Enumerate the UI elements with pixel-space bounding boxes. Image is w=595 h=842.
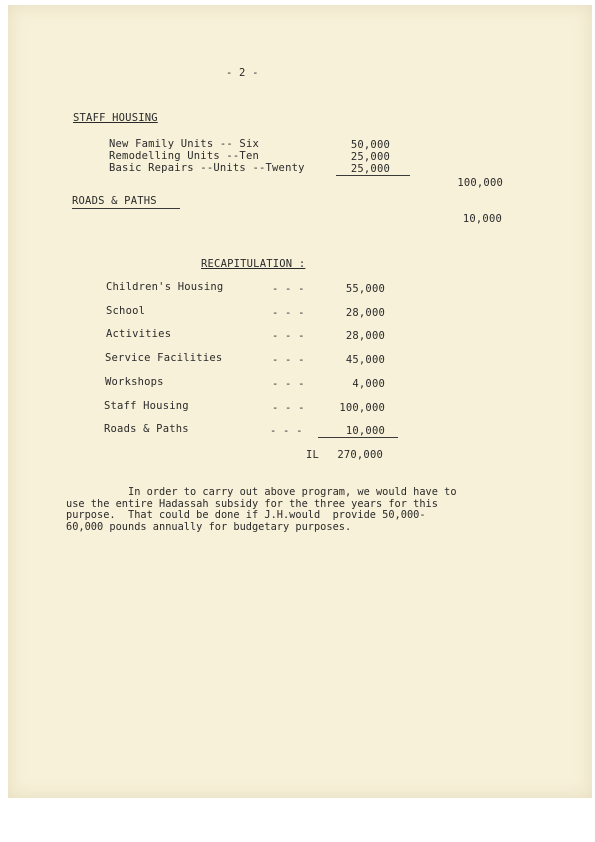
grand-total-rule xyxy=(318,437,398,438)
recap-row-label: Roads & Paths xyxy=(104,423,189,435)
paragraph-line: 60,000 pounds annually for budgetary purposes. xyxy=(66,520,352,533)
roads-paths-heading-underline xyxy=(72,208,180,209)
staff-housing-item-amount: 50,000 xyxy=(350,139,390,151)
recap-row-label: Staff Housing xyxy=(104,400,189,412)
grand-total: 270,000 xyxy=(337,449,383,461)
staff-housing-item-amount: 25,000 xyxy=(350,151,390,163)
paragraph-line: purpose. That could be done if J.H.would provide 50,000- xyxy=(66,509,426,522)
roads-paths-total: 10,000 xyxy=(462,213,502,225)
recap-row-amount: 100,000 xyxy=(339,402,385,414)
staff-housing-total: 100,000 xyxy=(457,177,503,189)
roads-paths-heading: ROADS & PATHS xyxy=(72,195,157,207)
recap-row-dashes: - - - xyxy=(270,425,303,437)
recap-row-label: Activities xyxy=(106,328,172,340)
recap-row-amount: 28,000 xyxy=(345,330,385,342)
recap-row-dashes: - - - xyxy=(272,402,305,414)
staff-housing-item-label: New Family Units -- Six xyxy=(109,138,259,150)
recap-row-dashes: - - - xyxy=(272,354,305,366)
subtotal-rule xyxy=(336,175,410,176)
recap-row-dashes: - - - xyxy=(272,330,305,342)
recap-row-dashes: - - - xyxy=(272,378,305,390)
recap-row-amount: 55,000 xyxy=(345,283,385,295)
recap-row-dashes: - - - xyxy=(272,283,305,295)
recap-row-label: Service Facilities xyxy=(105,352,223,364)
staff-housing-item-amount: 25,000 xyxy=(350,163,390,175)
paragraph-line: use the entire Hadassah subsidy for the three years for this xyxy=(66,497,438,510)
staff-housing-heading: STAFF HOUSING xyxy=(73,112,158,124)
staff-housing-item-label: Basic Repairs --Units --Twenty xyxy=(109,162,305,174)
recapitulation-heading: RECAPITULATION : xyxy=(201,258,306,270)
recap-row-label: Children's Housing xyxy=(106,281,224,293)
staff-housing-item-label: Remodelling Units --Ten xyxy=(109,150,259,162)
recap-row-amount: 28,000 xyxy=(345,307,385,319)
recap-row-amount: 10,000 xyxy=(345,425,385,437)
recap-row-dashes: - - - xyxy=(272,307,305,319)
paragraph-line: In order to carry out above program, we would have to xyxy=(66,486,457,498)
recap-row-amount: 45,000 xyxy=(345,354,385,366)
closing-paragraph xyxy=(66,487,526,533)
recap-row-label: Workshops xyxy=(105,376,164,388)
recap-row-label: School xyxy=(106,305,146,317)
page-number: - 2 - xyxy=(226,67,259,79)
recap-row-amount: 4,000 xyxy=(352,378,385,390)
grand-total-prefix: IL xyxy=(306,449,320,461)
